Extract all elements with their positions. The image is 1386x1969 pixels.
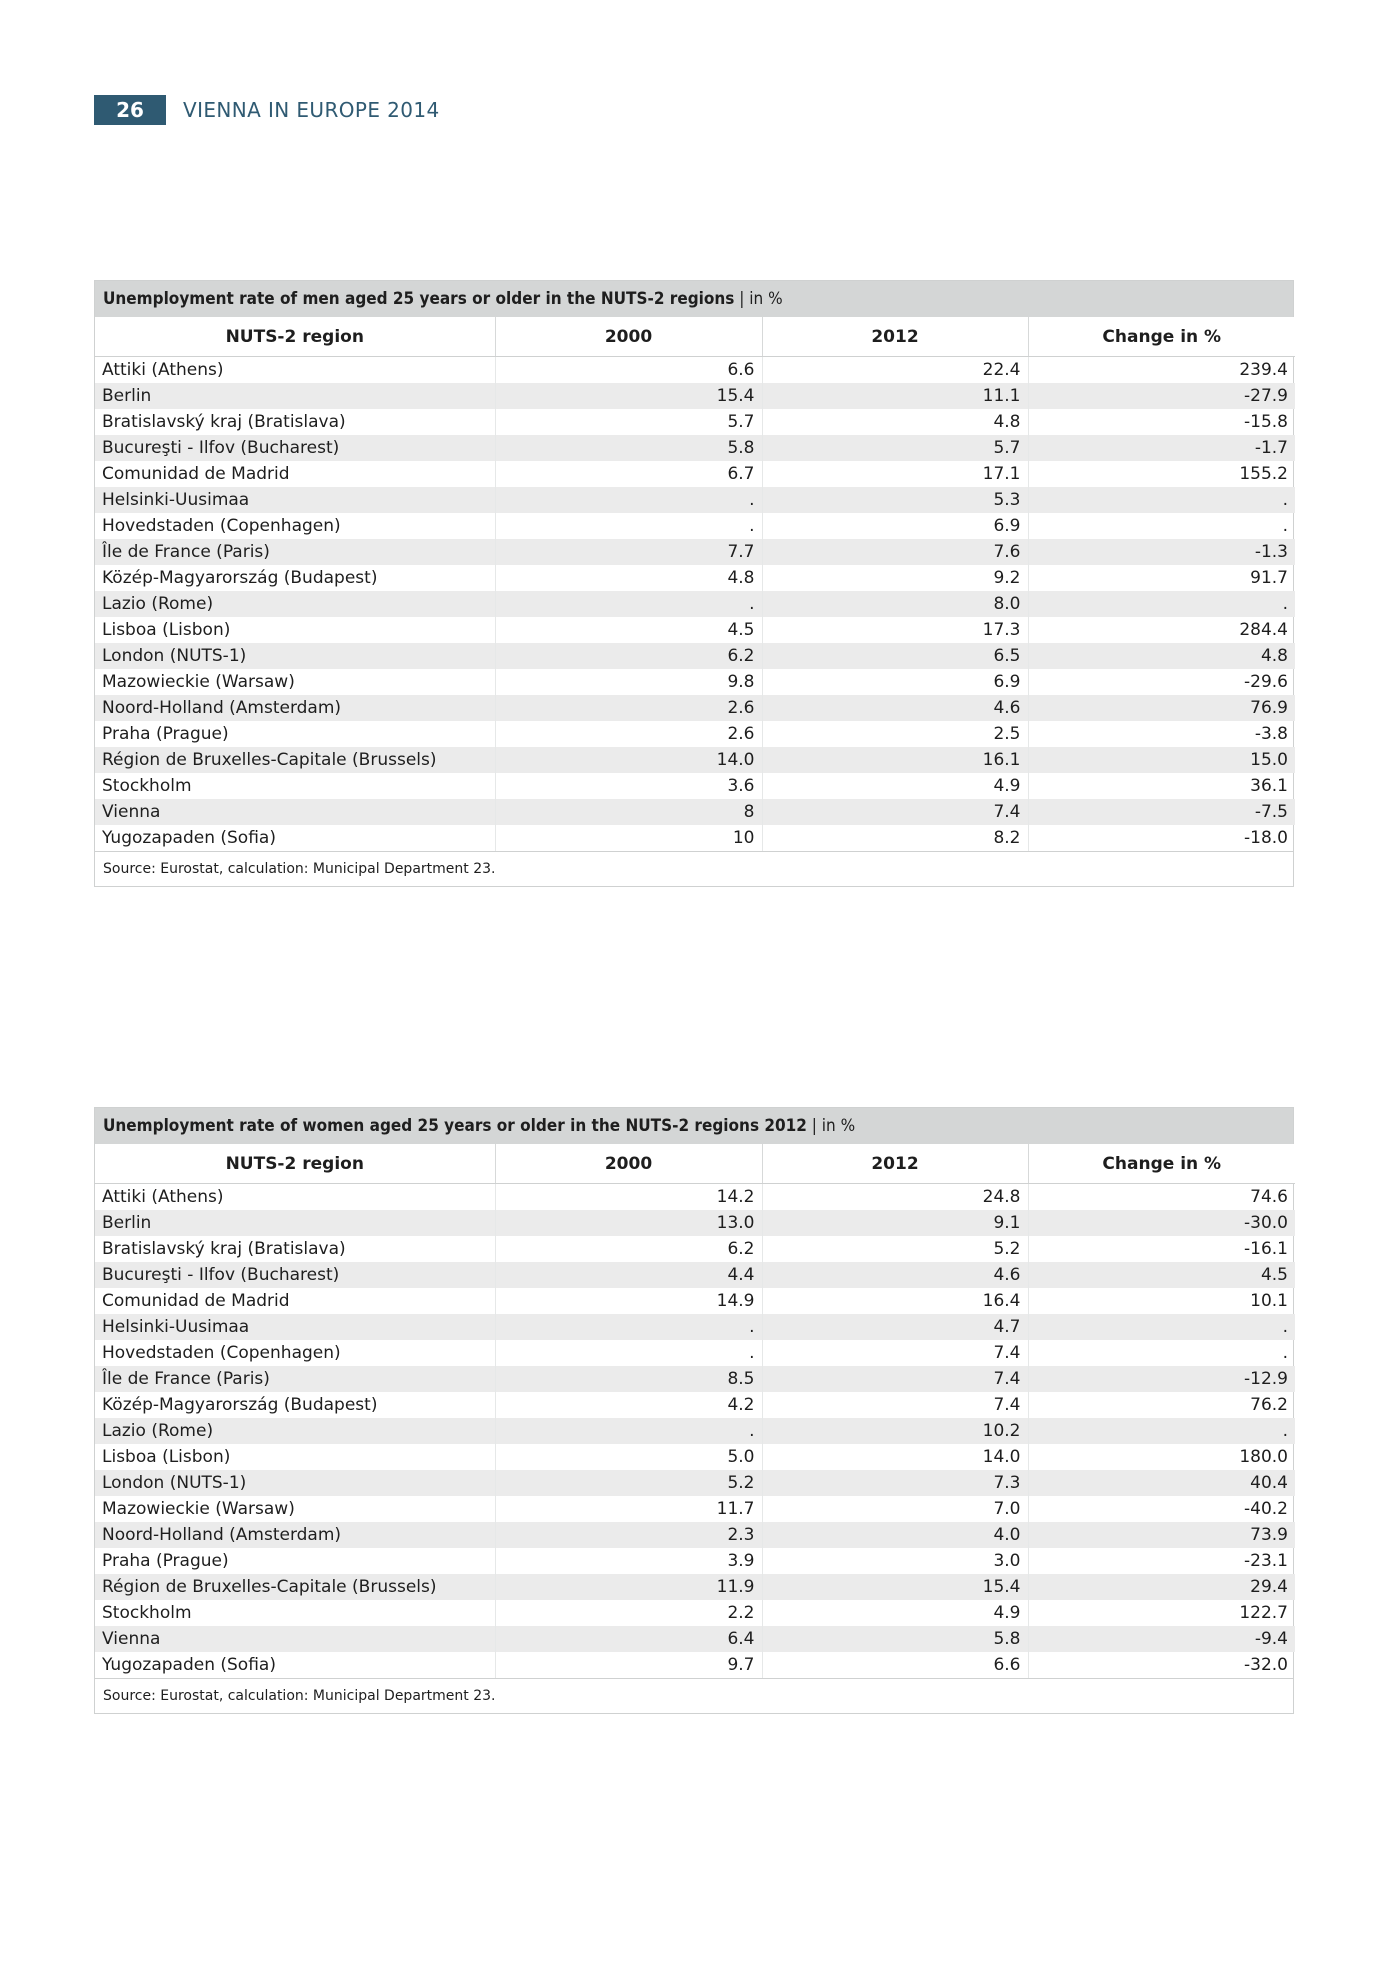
region-cell: Közép-Magyarország (Budapest) (95, 1392, 495, 1418)
change-cell: -18.0 (1244, 828, 1288, 848)
region-cell: Berlin (95, 383, 495, 409)
value-2012-cell: 4.9 (762, 773, 1028, 799)
table-row (95, 1444, 1295, 1470)
table-row (95, 461, 1295, 487)
value-2000-cell: 2.6 (495, 695, 762, 721)
value-2012-cell: 2.5 (762, 721, 1028, 747)
value-2000-cell: . (495, 513, 762, 539)
value-2000-cell: 11.9 (495, 1574, 762, 1600)
table-row (95, 1522, 1295, 1548)
change-cell: 76.2 (1250, 1395, 1288, 1415)
value-2012-cell: 7.4 (762, 1340, 1028, 1366)
column-header-change: Change in % (1028, 317, 1295, 357)
value-2000-cell: 6.2 (495, 1236, 762, 1262)
value-2012-cell: 6.9 (762, 669, 1028, 695)
value-2012-cell: 5.2 (762, 1236, 1028, 1262)
table-row (95, 1470, 1295, 1496)
value-2012-cell: 7.4 (762, 799, 1028, 825)
value-2012-cell: 7.6 (762, 539, 1028, 565)
value-2000-cell: 5.2 (495, 1470, 762, 1496)
region-cell: Comunidad de Madrid (95, 461, 495, 487)
region-cell: Hovedstaden (Copenhagen) (95, 1340, 495, 1366)
column-header-2012: 2012 (762, 317, 1028, 357)
data-table (95, 1144, 1295, 1678)
change-cell: 239.4 (1239, 360, 1288, 380)
table-title-unit: | in % (806, 1116, 856, 1136)
change-cell: . (1282, 1343, 1288, 1363)
value-2012-cell: 5.3 (762, 487, 1028, 513)
table-row (95, 1314, 1295, 1340)
change-cell: 91.7 (1250, 568, 1288, 588)
value-2012-cell: 4.0 (762, 1522, 1028, 1548)
region-cell: Mazowieckie (Warsaw) (95, 1496, 495, 1522)
change-cell: -27.9 (1028, 383, 1295, 409)
value-2012-cell: 6.6 (762, 1652, 1028, 1678)
table-row (95, 695, 1295, 721)
table-row (95, 1392, 1295, 1418)
region-cell: London (NUTS-1) (95, 1470, 495, 1496)
value-2012-cell: 11.1 (762, 383, 1028, 409)
value-2000-cell: 15.4 (495, 383, 762, 409)
men-unemployment-table (94, 280, 1294, 887)
value-2000-cell: 14.2 (495, 1184, 762, 1211)
value-2000-cell: 2.3 (495, 1522, 762, 1548)
table-title-text: Unemployment rate of women aged 25 years or older in the NUTS-2 regions 2012 (103, 1116, 807, 1136)
region-cell: Stockholm (95, 1600, 495, 1626)
change-cell: -3.8 (1254, 724, 1288, 744)
change-cell: . (1282, 516, 1288, 536)
change-cell: 36.1 (1250, 776, 1288, 796)
header-row (95, 317, 1295, 357)
value-2000-cell: 9.8 (495, 669, 762, 695)
value-2012-cell: 10.2 (762, 1418, 1028, 1444)
region-cell: Praha (Prague) (95, 1548, 495, 1574)
region-cell: Noord-Holland (Amsterdam) (95, 1522, 495, 1548)
change-cell: -9.4 (1028, 1626, 1295, 1652)
region-cell: Berlin (95, 1210, 495, 1236)
region-cell: Stockholm (95, 773, 495, 799)
table-row (95, 357, 1295, 384)
value-2012-cell: 4.6 (762, 1262, 1028, 1288)
table-row (95, 1288, 1295, 1314)
change-cell: 73.9 (1028, 1522, 1295, 1548)
value-2012-cell: 22.4 (762, 357, 1028, 384)
value-2012-cell: 4.9 (762, 1600, 1028, 1626)
change-cell: -12.9 (1028, 1366, 1295, 1392)
region-cell: Attiki (Athens) (95, 357, 495, 384)
table-title-unit: | in % (734, 289, 783, 309)
value-2000-cell: 4.4 (495, 1262, 762, 1288)
region-cell: Yugozapaden (Sofia) (95, 1652, 495, 1678)
table-row (95, 1418, 1295, 1444)
value-2012-cell: 17.3 (762, 617, 1028, 643)
change-cell: -1.3 (1028, 539, 1295, 565)
header-row (95, 1144, 1295, 1184)
change-cell: 4.8 (1028, 643, 1295, 669)
table-row (95, 487, 1295, 513)
table-row (95, 1574, 1295, 1600)
value-2012-cell: 4.8 (762, 409, 1028, 435)
value-2000-cell: 8.5 (495, 1366, 762, 1392)
region-cell: Bucureşti - Ilfov (Bucharest) (95, 1262, 495, 1288)
region-cell: Bratislavský kraj (Bratislava) (95, 409, 495, 435)
value-2000-cell: 4.8 (495, 565, 762, 591)
change-cell: -29.6 (1244, 672, 1288, 692)
table-row (95, 591, 1295, 617)
value-2000-cell: 5.8 (495, 435, 762, 461)
change-cell: 40.4 (1028, 1470, 1295, 1496)
value-2000-cell: 10 (495, 825, 762, 851)
value-2000-cell: . (495, 1418, 762, 1444)
change-cell: 10.1 (1250, 1291, 1288, 1311)
value-2012-cell: 9.2 (762, 565, 1028, 591)
table-row (95, 1184, 1295, 1211)
value-2000-cell: 6.6 (495, 357, 762, 384)
table-row (95, 1340, 1295, 1366)
table-row (95, 1366, 1295, 1392)
value-2000-cell: . (495, 591, 762, 617)
change-cell: 180.0 (1239, 1447, 1288, 1467)
source-note: Source: Eurostat, calculation: Municipal Department 23. (95, 851, 1293, 886)
value-2012-cell: 14.0 (762, 1444, 1028, 1470)
change-cell: . (1028, 1314, 1295, 1340)
value-2012-cell: 8.0 (762, 591, 1028, 617)
table-row (95, 383, 1295, 409)
value-2000-cell: 4.2 (495, 1392, 762, 1418)
value-2012-cell: 4.7 (762, 1314, 1028, 1340)
region-cell: Lazio (Rome) (95, 591, 495, 617)
column-header-2000: 2000 (495, 1144, 762, 1184)
value-2012-cell: 7.3 (762, 1470, 1028, 1496)
region-cell: Région de Bruxelles-Capitale (Brussels) (95, 1574, 495, 1600)
table-title-text: Unemployment rate of men aged 25 years or older in the NUTS-2 regions (103, 289, 735, 309)
value-2012-cell: 4.6 (762, 695, 1028, 721)
region-cell: Helsinki-Uusimaa (95, 487, 495, 513)
column-header-2012: 2012 (762, 1144, 1028, 1184)
table-row (95, 669, 1295, 695)
column-header-region: NUTS-2 region (95, 317, 495, 357)
region-cell: Lisboa (Lisbon) (95, 617, 495, 643)
value-2012-cell: 15.4 (762, 1574, 1028, 1600)
value-2000-cell: . (495, 1314, 762, 1340)
table-row (95, 825, 1295, 851)
table-row (95, 513, 1295, 539)
value-2012-cell: 16.4 (762, 1288, 1028, 1314)
value-2000-cell: 8 (495, 799, 762, 825)
region-cell: Attiki (Athens) (95, 1184, 495, 1211)
table-row (95, 565, 1295, 591)
region-cell: Hovedstaden (Copenhagen) (95, 513, 495, 539)
region-cell: Yugozapaden (Sofia) (95, 825, 495, 851)
region-cell: Praha (Prague) (95, 721, 495, 747)
table-row (95, 1600, 1295, 1626)
value-2012-cell: 24.8 (762, 1184, 1028, 1211)
change-cell: -30.0 (1028, 1210, 1295, 1236)
value-2012-cell: 17.1 (762, 461, 1028, 487)
change-cell: . (1028, 487, 1295, 513)
region-cell: Bratislavský kraj (Bratislava) (95, 1236, 495, 1262)
value-2000-cell: 5.7 (495, 409, 762, 435)
change-cell: -15.8 (1244, 412, 1288, 432)
table-row (95, 643, 1295, 669)
value-2012-cell: 7.0 (762, 1496, 1028, 1522)
table-row (95, 1626, 1295, 1652)
value-2012-cell: 5.7 (762, 435, 1028, 461)
change-cell: 4.5 (1028, 1262, 1295, 1288)
value-2000-cell: 6.2 (495, 643, 762, 669)
value-2000-cell: 3.9 (495, 1548, 762, 1574)
value-2000-cell: 2.6 (495, 721, 762, 747)
value-2000-cell: 11.7 (495, 1496, 762, 1522)
region-cell: Vienna (95, 799, 495, 825)
region-cell: Lisboa (Lisbon) (95, 1444, 495, 1470)
region-cell: Noord-Holland (Amsterdam) (95, 695, 495, 721)
change-cell: -23.1 (1244, 1551, 1288, 1571)
region-cell: Helsinki-Uusimaa (95, 1314, 495, 1340)
table-row (95, 799, 1295, 825)
change-cell: 122.7 (1239, 1603, 1288, 1623)
value-2000-cell: 6.7 (495, 461, 762, 487)
value-2000-cell: 7.7 (495, 539, 762, 565)
table-row (95, 747, 1295, 773)
column-header-2000: 2000 (495, 317, 762, 357)
value-2000-cell: . (495, 487, 762, 513)
change-cell: -32.0 (1244, 1655, 1288, 1675)
women-unemployment-table (94, 1107, 1294, 1714)
column-header-change: Change in % (1028, 1144, 1295, 1184)
change-cell: . (1028, 591, 1295, 617)
region-cell: Région de Bruxelles-Capitale (Brussels) (95, 747, 495, 773)
region-cell: Bucureşti - Ilfov (Bucharest) (95, 435, 495, 461)
value-2000-cell: 9.7 (495, 1652, 762, 1678)
region-cell: Közép-Magyarország (Budapest) (95, 565, 495, 591)
column-header-region: NUTS-2 region (95, 1144, 495, 1184)
value-2000-cell: 6.4 (495, 1626, 762, 1652)
table-row (95, 721, 1295, 747)
change-cell: 155.2 (1239, 464, 1288, 484)
region-cell: Île de France (Paris) (95, 539, 495, 565)
value-2012-cell: 8.2 (762, 825, 1028, 851)
table-row (95, 1236, 1295, 1262)
page-header (94, 95, 440, 125)
value-2000-cell: 2.2 (495, 1600, 762, 1626)
change-cell: . (1028, 1418, 1295, 1444)
table-row (95, 1652, 1295, 1678)
table-row (95, 617, 1295, 643)
table-row (95, 1210, 1295, 1236)
table-title (95, 281, 1293, 317)
table-title (95, 1108, 1293, 1144)
value-2000-cell: 14.0 (495, 747, 762, 773)
data-table (95, 317, 1295, 851)
change-cell: -1.7 (1028, 435, 1295, 461)
region-cell: London (NUTS-1) (95, 643, 495, 669)
source-note: Source: Eurostat, calculation: Municipal Department 23. (95, 1678, 1293, 1713)
table-row (95, 409, 1295, 435)
change-cell: 76.9 (1028, 695, 1295, 721)
region-cell: Île de France (Paris) (95, 1366, 495, 1392)
value-2012-cell: 3.0 (762, 1548, 1028, 1574)
region-cell: Mazowieckie (Warsaw) (95, 669, 495, 695)
region-cell: Vienna (95, 1626, 495, 1652)
value-2012-cell: 6.5 (762, 643, 1028, 669)
value-2012-cell: 16.1 (762, 747, 1028, 773)
value-2000-cell: 4.5 (495, 617, 762, 643)
table-row (95, 1262, 1295, 1288)
change-cell: -7.5 (1028, 799, 1295, 825)
table-row (95, 539, 1295, 565)
change-cell: 15.0 (1028, 747, 1295, 773)
change-cell: 29.4 (1028, 1574, 1295, 1600)
value-2012-cell: 6.9 (762, 513, 1028, 539)
table-row (95, 1548, 1295, 1574)
value-2012-cell: 5.8 (762, 1626, 1028, 1652)
value-2012-cell: 7.4 (762, 1366, 1028, 1392)
value-2000-cell: 3.6 (495, 773, 762, 799)
value-2000-cell: 13.0 (495, 1210, 762, 1236)
value-2000-cell: 5.0 (495, 1444, 762, 1470)
table-row (95, 435, 1295, 461)
change-cell: 74.6 (1250, 1187, 1288, 1207)
value-2000-cell: . (495, 1340, 762, 1366)
region-cell: Lazio (Rome) (95, 1418, 495, 1444)
value-2012-cell: 9.1 (762, 1210, 1028, 1236)
change-cell: -40.2 (1244, 1499, 1288, 1519)
page-title: VIENNA IN EUROPE 2014 (183, 98, 440, 122)
page-number: 26 (94, 95, 166, 125)
change-cell: 284.4 (1239, 620, 1288, 640)
change-cell: -16.1 (1244, 1239, 1288, 1259)
value-2000-cell: 14.9 (495, 1288, 762, 1314)
value-2012-cell: 7.4 (762, 1392, 1028, 1418)
table-row (95, 1496, 1295, 1522)
region-cell: Comunidad de Madrid (95, 1288, 495, 1314)
table-row (95, 773, 1295, 799)
